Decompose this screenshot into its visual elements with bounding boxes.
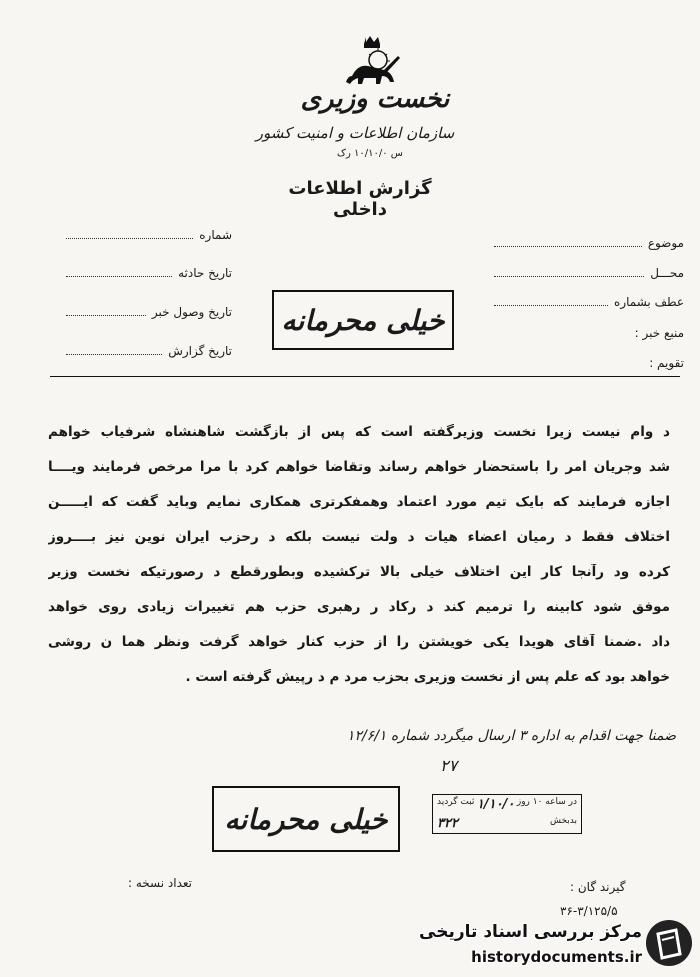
field-receipt-date bbox=[60, 305, 232, 319]
registration-date: ۱/۱۰/۰ bbox=[476, 797, 515, 812]
field-report-date bbox=[60, 344, 232, 358]
field-dotted-line bbox=[66, 344, 162, 355]
registration-time-label: در ساعه ۱۰ روز bbox=[516, 797, 577, 807]
lion-and-sun-emblem-icon bbox=[340, 36, 404, 90]
body-line: اجازه فرمایند که بایک تیم مورد اعتماد وهمفکرتری همکاری نمایم وباید گفت که ایـــــن bbox=[48, 494, 670, 510]
body-line: خواهد بود که علم پس از نخست وزیری بحزب مرد م د رپیش گرفته است . bbox=[185, 669, 670, 685]
body-line: د وام نیست زیرا نخست وزیرگفته است که پس از بازگشت شاهنشاه شرفیاب خواهم bbox=[48, 424, 670, 440]
field-news-source bbox=[600, 326, 684, 340]
field-label: تاریخ گزارش bbox=[168, 344, 232, 358]
field-incident-date bbox=[60, 266, 232, 280]
field-evaluation bbox=[600, 356, 684, 370]
field-subject bbox=[488, 236, 684, 250]
registration-stamp bbox=[432, 794, 582, 834]
field-label: شماره bbox=[199, 228, 232, 242]
field-label: تاریخ وصول خبر bbox=[151, 305, 232, 319]
handwritten-initials: ۲۷ bbox=[440, 756, 458, 775]
copies-count-label: تعداد نسخه : bbox=[128, 876, 193, 890]
field-reference-number bbox=[488, 295, 684, 309]
archive-reference-number: ۳۶-۳/۱۲۵/۵ bbox=[560, 904, 618, 918]
field-label: منبع خبر : bbox=[634, 326, 684, 340]
field-dotted-line bbox=[494, 236, 642, 247]
body-line: کرده ود رآنجا کار این اختلاف خیلی بالا ترکشیده وبطورقطع د رصورتیکه نخست وزیر bbox=[48, 564, 670, 580]
registration-number: ۳۲۲ bbox=[437, 816, 458, 831]
field-label: موضوع bbox=[647, 236, 684, 250]
field-dotted-line bbox=[494, 266, 644, 277]
registration-status: ثبت گردید bbox=[437, 797, 475, 807]
organization-name: سازمان اطلاعات و امنیت کشور bbox=[255, 124, 455, 142]
field-label: تاریخ حادثه bbox=[178, 266, 232, 280]
field-label: محـــل bbox=[650, 266, 684, 280]
field-dotted-line bbox=[66, 266, 172, 277]
classification-stamp-top: خیلی محرمانه bbox=[272, 290, 454, 350]
body-line: داد .ضمنا آقای هویدا یکی خویشتن را از حزب کنار خواهد گرفت ونظر هما ن روشی bbox=[48, 634, 670, 650]
header-divider bbox=[50, 376, 680, 377]
body-line: شد وجریان امر را باستحضار خواهم رساند وتقاضا خواهم کرد با مرا مرخص فرمایند ویــــا bbox=[48, 459, 670, 475]
field-location bbox=[488, 266, 684, 280]
classification-stamp-bottom: خیلی محرمانه bbox=[212, 786, 400, 852]
watermark bbox=[408, 916, 698, 974]
field-dotted-line bbox=[66, 305, 146, 316]
watermark-title: مرکز بررسی اسناد تاریخی bbox=[419, 922, 642, 942]
field-dotted-line bbox=[66, 228, 193, 239]
document-center-logo-icon bbox=[646, 920, 692, 966]
field-label: تقویم : bbox=[649, 356, 684, 370]
field-number bbox=[60, 228, 232, 242]
report-body bbox=[48, 424, 670, 704]
watermark-url: historydocuments.ir bbox=[471, 948, 642, 966]
field-dotted-line bbox=[494, 295, 608, 306]
document-code: س ۱۰/۱۰/۰ رک bbox=[337, 148, 403, 159]
body-line: اختلاف فقط د رمیان اعضاء هیات د ولت نیست بلکه د رحزب ایران نوین نیز بــــروز bbox=[48, 529, 670, 545]
registration-section-label: بدبخش bbox=[549, 816, 577, 826]
recipients-label: گیرند گان : bbox=[570, 880, 626, 894]
field-label: عطف بشماره bbox=[614, 295, 684, 309]
ministry-title: نخست وزیری bbox=[300, 84, 450, 114]
handwritten-referral-note: ضمنا جهت اقدام به اداره ۳ ارسال میگردد شماره ۱۲/۶/۱ bbox=[346, 728, 676, 744]
body-line: موفق شود کابینه را ترمیم کند د رکاد ر رهبری حزب هم تغییرات زیادی روی خواهد bbox=[48, 599, 670, 615]
report-title: گزارش اطلاعات داخلی bbox=[288, 178, 432, 220]
